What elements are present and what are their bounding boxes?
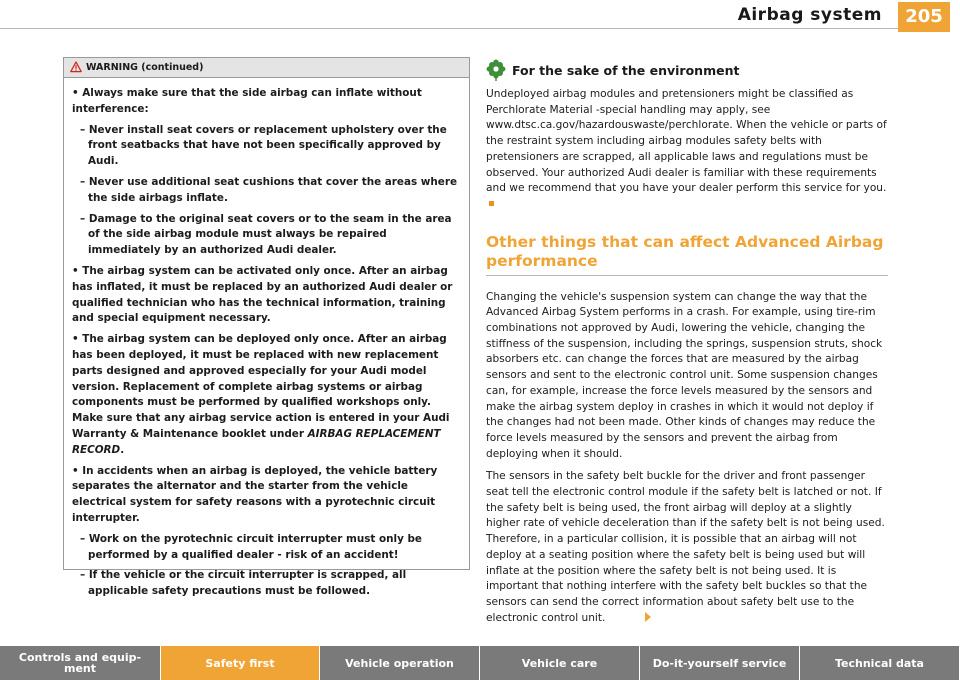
warning-bullet bbox=[72, 264, 461, 327]
nav-tab-1[interactable] bbox=[0, 646, 161, 680]
warning-item-italic: AIRBAG REPLACEMENT RECORD bbox=[72, 427, 441, 456]
page-title: Airbag system bbox=[737, 5, 882, 25]
nav-tab-3[interactable] bbox=[320, 646, 480, 680]
warning-item-text: • The airbag system can be activated only once. After an airbag has inflated, it must be replaced by an authorized Audi dealer or qualified technician who has the technical information, training and special equipment necessary. bbox=[72, 264, 453, 325]
environment-paragraph bbox=[486, 87, 888, 213]
warning-item-text: • The airbag system can be deployed only once. After an airbag has been deployed, it must be replaced with new replacement parts designed and approved especially for your Audi model version. Replacement of complete airbag systems or airbag components must be performed by qualified workshops only. Make sure that any airbag service action is entered in your Audi Warranty & Maintenance booklet under bbox=[72, 333, 450, 440]
nav-tab-label: Controls and equip- ment bbox=[18, 651, 142, 675]
warning-item-text: – Never install seat covers or replacement upholstery over the front seatbacks that have not been specifically approved by Audi. bbox=[80, 123, 447, 168]
chapter-nav bbox=[0, 646, 960, 680]
warning-bullet bbox=[72, 332, 461, 458]
warning-heading bbox=[64, 58, 469, 78]
nav-tab-5[interactable] bbox=[640, 646, 800, 680]
warning-bullet bbox=[72, 464, 461, 527]
warning-triangle-icon bbox=[70, 61, 82, 73]
warning-subitem bbox=[72, 175, 461, 207]
environment-heading-text: For the sake of the environment bbox=[512, 63, 740, 78]
warning-item-text: – Damage to the original seat covers or to the seam in the area of the side airbag module must always be repaired immediately by an authorized Audi dealer. bbox=[80, 212, 452, 257]
warning-heading-text: WARNING (continued) bbox=[86, 62, 204, 73]
warning-item-text: – If the vehicle or the circuit interrupter is scrapped, all applicable safety precautions must be followed. bbox=[80, 569, 407, 598]
environment-text: Undeployed airbag modules and pretensioners might be classified as Perchlorate Material -special handling may apply, see www.dtsc.ca.gov/hazardouswaste/perchlorate. When the vehicle or parts of the restraint system including airbag modules safety belts with pretensioners are scrapped, all applicable laws and regulations must be observed. Your authorized Audi dealer is familiar with these requirements and we recommend that you have your dealer perform this service for you. bbox=[486, 88, 887, 195]
nav-tab-2[interactable] bbox=[161, 646, 320, 680]
header-rule bbox=[0, 28, 905, 29]
warning-item-text: • In accidents when an airbag is deployed, the vehicle battery separates the alternator and the starter from the vehicle electrical system for safety reasons with a pyrotechnic circuit interrupter. bbox=[72, 464, 438, 524]
warning-subitem bbox=[72, 212, 461, 259]
warning-item-text: – Never use additional seat cushions that cover the areas where the side airbags inflate. bbox=[80, 175, 457, 204]
warning-item-text: • Always make sure that the side airbag can inflate without interference: bbox=[72, 87, 422, 115]
warning-subitem bbox=[72, 123, 461, 170]
nav-tab-label: Safety first bbox=[205, 656, 275, 670]
page-header bbox=[0, 0, 960, 30]
section-paragraph-1: Changing the vehicle's suspension system can change the way that the Advanced Airbag System performs in a crash. For example, using tire-rim combinations not approved by Audi, lowering the vehicle, changing the stiffness of the suspension, including the springs, suspension struts, shock absorbers etc. can change the forces that are measured by the airbag sensors and sent to the electronic control unit. Some suspension changes can, for example, increase the force levels measured by the sensors and make the airbag system deploy in crashes in which it would not deploy if the changes had not been made. Other kinds of changes may reduce the force levels measured by the sensors and prevent the airbag from deploying when it should. bbox=[486, 290, 883, 460]
warning-item-text: – Work on the pyrotechnic circuit interrupter must only be performed by a qualified dealer - risk of an accident! bbox=[80, 532, 422, 561]
nav-tab-4[interactable] bbox=[480, 646, 640, 680]
warning-item-tail: . bbox=[120, 443, 125, 456]
environment-flower-icon bbox=[486, 59, 506, 81]
page-number: 205 bbox=[898, 2, 950, 32]
nav-tab-label: Vehicle care bbox=[521, 656, 598, 670]
environment-heading bbox=[486, 62, 888, 80]
section-paragraph-2 bbox=[486, 469, 888, 626]
continued-arrow-icon bbox=[645, 612, 651, 622]
nav-tab-label: Do-it-yourself service bbox=[652, 656, 787, 670]
section-rule bbox=[486, 275, 888, 276]
warning-box bbox=[63, 57, 470, 598]
warning-subitem bbox=[72, 532, 461, 564]
warning-bullet bbox=[72, 86, 461, 118]
right-column bbox=[486, 62, 888, 633]
nav-tab-label: Technical data bbox=[835, 656, 924, 670]
warning-subitem bbox=[72, 568, 461, 600]
section-paragraph-2-text: The sensors in the safety belt buckle for the driver and front passenger seat tell the electronic control module if the safety belt is latched or not. If the safety belt is being used, the front airbag will deploy at a slightly higher rate of vehicle deceleration than if the safety belt is not being used. Therefore, in a particular collision, it is possible that an airbag will not deploy at a seating position where the safety belt is being used but will inflate at the position where the safety belt is not being used. It is important that nothing interfere with the safety belt buckles so that the sensors can send the correct information about safety belt use to the electronic control unit. bbox=[486, 470, 885, 624]
section-heading: Other things that can affect Advanced Airbag performance bbox=[486, 232, 884, 270]
end-square-icon bbox=[489, 201, 494, 206]
warning-body bbox=[64, 78, 469, 600]
nav-tab-6[interactable] bbox=[800, 646, 960, 680]
nav-tab-label: Vehicle operation bbox=[345, 656, 454, 670]
